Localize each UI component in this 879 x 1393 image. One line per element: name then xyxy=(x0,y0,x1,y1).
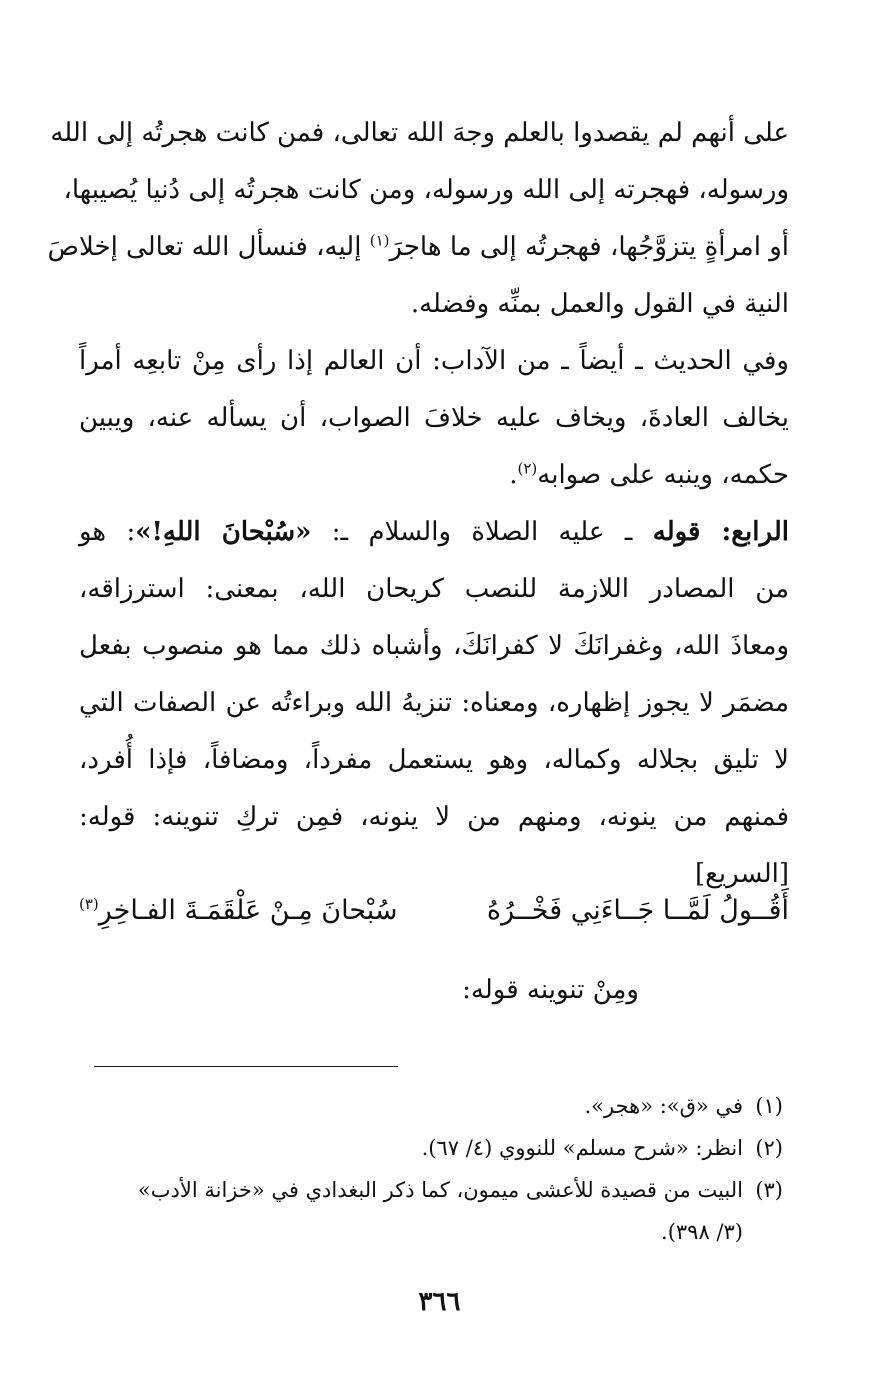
footnote-marker[interactable]: (٣) xyxy=(79,895,99,913)
text-line xyxy=(79,504,789,561)
paragraph-3 xyxy=(79,504,789,903)
footnote-1 xyxy=(78,1085,783,1127)
page-number: ٣٦٦ xyxy=(418,1287,461,1317)
text-line: من المصادر اللازمة للنصب كريحان الله، بمعنى: استرزاقه، xyxy=(79,574,789,604)
poetry-verse xyxy=(79,895,789,955)
verse-second-hemistich xyxy=(79,895,398,926)
text-line: على أنهم لم يقصدوا بالعلم وجهَ الله تعالى، فمن كانت هجرتُه إلى الله xyxy=(50,118,789,148)
footnote-number: (٢) xyxy=(755,1136,783,1160)
footnote-2 xyxy=(78,1127,783,1169)
text-line: مضمَر لا يجوز إظهاره، ومعناه: تنزيهُ الله وبراءتُه عن الصفات التي xyxy=(79,688,789,718)
text-line: النية في القول والعمل بمنِّه وفضله. xyxy=(410,289,789,319)
text-segment: حكمه، وينبه على صوابه xyxy=(537,460,789,490)
text-segment: ـ عليه الصلاة والسلام ـ: xyxy=(311,517,653,547)
text-segment: أو امرأةٍ يتزوَّجُها، فهجرتُه إلى ما هاجرَ xyxy=(389,232,789,262)
paragraph-1 xyxy=(47,105,789,333)
footnote-separator xyxy=(94,1066,398,1067)
text-line: ورسوله، فهجرته إلى الله ورسوله، ومن كانت هجرتُه إلى دُنيا يُصيبها، xyxy=(63,175,789,205)
text-line: ومِنْ تنوينه قوله: xyxy=(462,975,639,1005)
hadith-quote: «سُبْحانَ اللهِ!» xyxy=(135,517,312,547)
footnote-number: (١) xyxy=(755,1094,783,1118)
footnote-marker[interactable]: (٢) xyxy=(517,459,538,478)
section-lead: الرابع: قوله xyxy=(652,517,789,547)
text-line: يخالف العادةَ، ويخاف عليه خلافَ الصواب، أن يسأله عنه، ويبين xyxy=(79,403,789,433)
text-line: ومعاذَ الله، وغفرانَكَ لا كفرانَكَ، وأشباه ذلك مما هو منصوب بفعل xyxy=(79,631,789,661)
text-segment: البيت من قصيدة للأعشى ميمون، كما ذكر البغدادي في «خزانة الأدب» xyxy=(137,1178,743,1202)
text-line: لا تليق بجلاله وكماله، وهو يستعمل مفرداً، ومضافاً، فإذا أُفرد، xyxy=(79,745,789,775)
footnote-3 xyxy=(78,1169,783,1253)
footnotes xyxy=(78,1085,783,1253)
after-verse-text xyxy=(79,962,639,1019)
text-segment: إليه، فنسأل الله تعالى إخلاصَ xyxy=(47,232,362,262)
text-segment: (٣/ ٣٩٨). xyxy=(661,1220,743,1244)
text-line xyxy=(79,447,789,504)
text-segment: . xyxy=(509,460,518,490)
verse-first-hemistich: أَقُــولُ لَمَّــا جَــاءَنِي فَخْــرُهُ xyxy=(486,895,789,926)
text-line: فمنهم من ينونه، ومنهم من لا ينونه، فمِن تركِ تنوينه: قوله: xyxy=(79,802,789,832)
footnote-text xyxy=(78,1169,743,1253)
text-line: وفي الحديث ـ أيضاً ـ من الآداب: أن العالم إذا رأى مِنْ تابعِه أمراً xyxy=(79,346,789,376)
meter-name: [السريع] xyxy=(694,859,789,889)
text-segment: سُبْحانَ مِـنْ عَلْقَمَـةَ الفـاخِرِ xyxy=(98,895,398,926)
footnote-text: انظر: «شرح مسلم» للنووي (٤/ ٦٧). xyxy=(421,1136,743,1160)
footnote-text: في «ق»: «هجر». xyxy=(584,1094,743,1118)
footnote-marker[interactable]: (١) xyxy=(369,231,390,250)
footnote-number: (٣) xyxy=(755,1178,783,1202)
paragraph-2 xyxy=(79,333,789,504)
text-line xyxy=(47,219,789,276)
text-segment: : هو xyxy=(79,517,136,547)
